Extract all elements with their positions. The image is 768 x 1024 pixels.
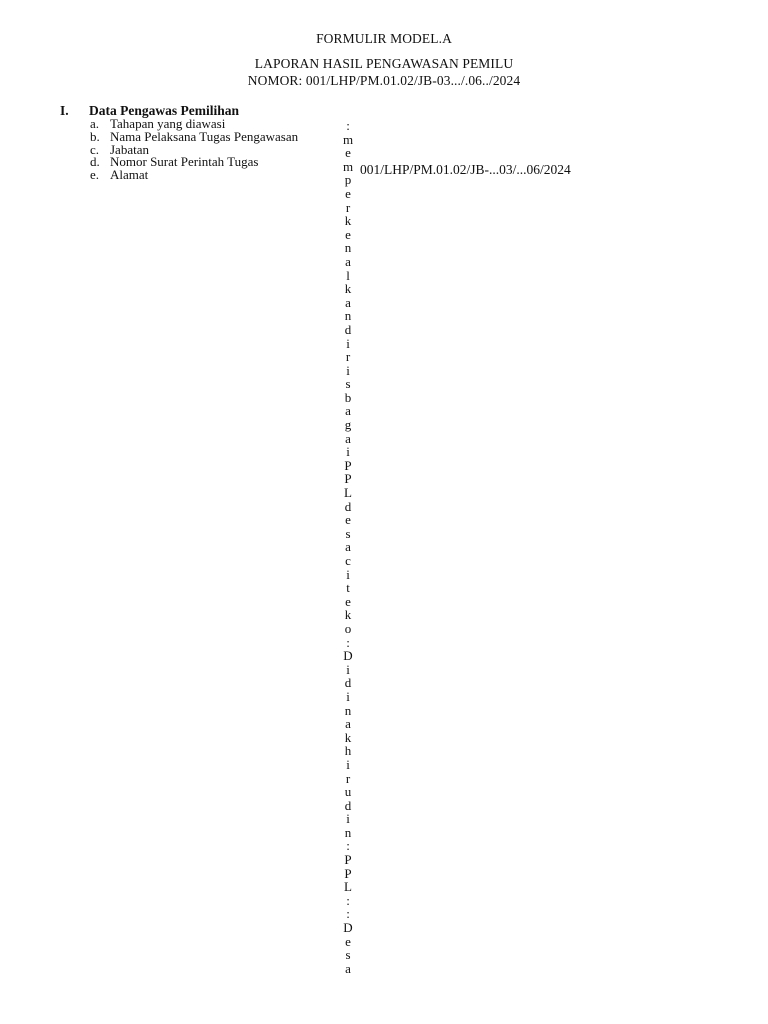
item-letter: e.: [90, 167, 100, 183]
vertical-char: d: [344, 797, 352, 813]
vertical-char: k: [344, 213, 352, 229]
spt-number-value: 001/LHP/PM.01.02/JB-...03/...06/2024: [360, 162, 571, 177]
item-label: Tahapan yang diawasi: [110, 116, 226, 131]
vertical-char: r: [345, 770, 351, 786]
vertical-char: c: [345, 553, 351, 568]
vertical-char: s: [345, 376, 351, 392]
vertical-char: n: [344, 240, 352, 256]
vertical-char: e: [345, 226, 351, 242]
vertical-char: e: [345, 593, 351, 609]
vertical-char: r: [345, 199, 351, 215]
vertical-char: o: [344, 620, 352, 636]
item-label: Alamat: [110, 167, 149, 183]
section-number: I.: [60, 103, 69, 118]
vertical-char: a: [345, 294, 351, 310]
section-title: Data Pengawas Pemilihan: [89, 103, 239, 118]
vertical-char: L: [344, 879, 352, 895]
vertical-char: D: [343, 920, 353, 936]
vertical-char: a: [345, 403, 351, 419]
form-code: FORMULIR MODEL.A: [316, 31, 452, 46]
vertical-char: g: [344, 417, 352, 433]
vertical-char: i: [346, 335, 350, 351]
vertical-char: k: [344, 607, 352, 623]
vertical-char: d: [344, 321, 352, 337]
vertical-char: d: [344, 498, 352, 514]
vertical-char: P: [344, 457, 352, 473]
item-label: Nomor Surat Perintah Tugas: [110, 154, 259, 170]
vertical-char: r: [345, 349, 351, 365]
vertical-char: a: [345, 716, 351, 732]
vertical-char: a: [345, 960, 351, 976]
vertical-char: P: [344, 852, 352, 868]
vertical-char: s: [345, 525, 351, 541]
vertical-char: m: [342, 131, 354, 147]
vertical-char: L: [344, 485, 352, 501]
vertical-char: i: [346, 444, 350, 460]
vertical-char: :: [346, 906, 350, 922]
vertical-char: e: [345, 145, 351, 161]
vertical-char: k: [344, 729, 352, 745]
vertical-char: h: [344, 743, 352, 759]
vertical-char: i: [346, 566, 350, 582]
report-title: LAPORAN HASIL PENGAWASAN PEMILU: [254, 56, 514, 71]
item-label: Nama Pelaksana Tugas Pengawasan: [110, 128, 299, 144]
vertical-char: i: [346, 756, 350, 772]
vertical-char: :: [346, 892, 350, 908]
item-letter: a.: [90, 116, 100, 131]
vertical-char: P: [344, 865, 352, 881]
vertical-char: i: [346, 661, 350, 677]
vertical-char: d: [344, 675, 352, 691]
vertical-char: i: [346, 811, 350, 827]
vertical-char: e: [345, 933, 351, 949]
vertical-char: P: [344, 471, 352, 487]
vertical-char: m: [342, 158, 354, 174]
vertical-char: t: [346, 580, 350, 596]
vertical-char: u: [344, 784, 352, 800]
vertical-char: D: [343, 648, 353, 664]
vertical-char: n: [344, 308, 352, 324]
item-label: Jabatan: [110, 141, 149, 157]
vertical-char: a: [345, 539, 351, 555]
vertical-char: :: [346, 634, 350, 650]
vertical-char: b: [344, 389, 352, 405]
data-fields-list: [90, 118, 298, 182]
vertical-char: i: [346, 362, 350, 378]
vertical-char: :: [346, 838, 350, 854]
item-letter: c.: [90, 141, 100, 157]
list-item: [90, 169, 298, 182]
vertical-char: i: [346, 688, 350, 704]
vertical-char: s: [345, 947, 351, 963]
vertical-char: n: [344, 702, 352, 718]
vertical-char: n: [344, 824, 352, 840]
vertical-char: a: [345, 430, 351, 446]
item-letter: b.: [90, 128, 100, 144]
vertical-char: p: [344, 172, 352, 188]
vertical-field-values: [336, 119, 360, 975]
vertical-char: l: [346, 267, 350, 283]
report-number: NOMOR: 001/LHP/PM.01.02/JB-03.../.06../2024: [247, 73, 521, 88]
vertical-char: e: [345, 185, 351, 201]
vertical-char: e: [345, 512, 351, 528]
vertical-char: a: [345, 253, 351, 269]
vertical-char: k: [344, 281, 352, 297]
item-letter: d.: [90, 154, 100, 170]
vertical-char: :: [346, 118, 350, 133]
